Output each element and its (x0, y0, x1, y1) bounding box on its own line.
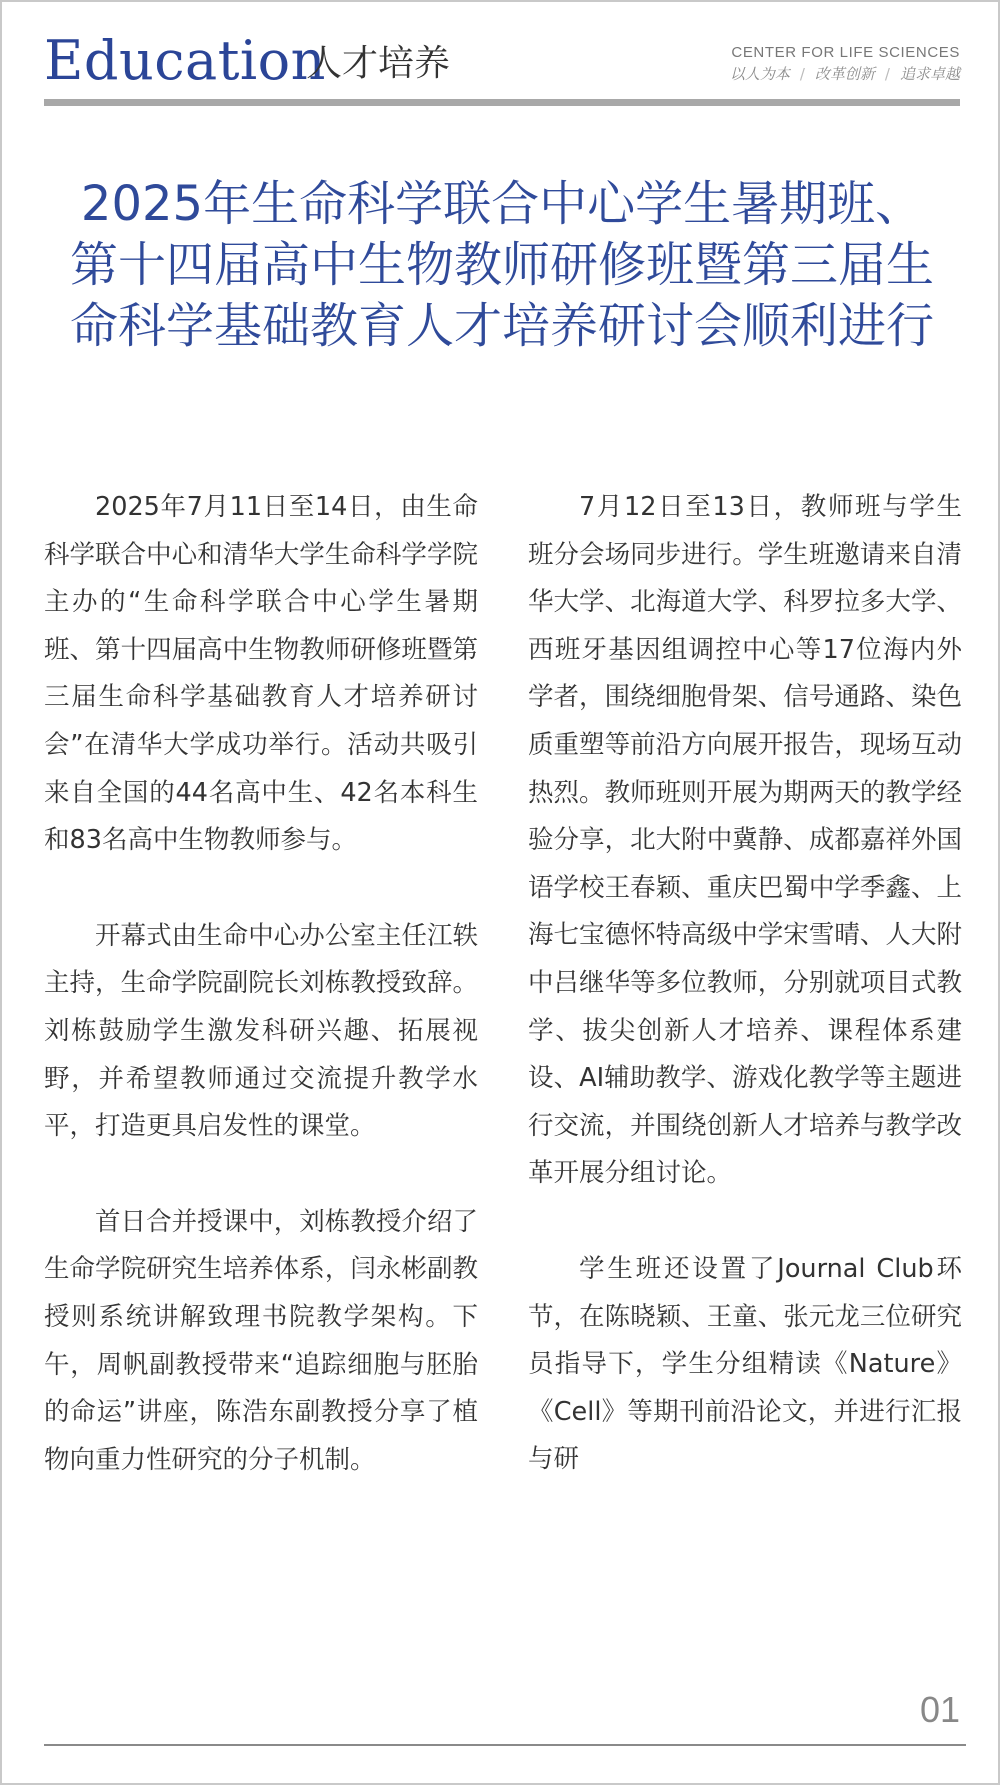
paragraph: 首日合并授课中，刘栋教授介绍了生命学院研究生培养体系，闫永彬副教授则系统讲解致理书院教学架构。下午，周帆副教授带来“追踪细胞与胚胎的命运”讲座，陈浩东副教授分享了植物向重力性研究的分子机制。 (44, 1206, 478, 1475)
footer-divider (44, 1744, 966, 1746)
paragraph: 开幕式由生命中心办公室主任江轶主持，生命学院副院长刘栋教授致辞。刘栋鼓励学生激发科研兴趣、拓展视野，并希望教师通过交流提升教学水平，打造更具启发性的课堂。 (44, 920, 478, 1142)
article-title: 2025年生命科学联合中心学生暑期班、第十四届高中生物教师研修班暨第三届生命科学基础教育人才培养研讨会顺利进行 (69, 176, 934, 354)
motto-1: 以人为本 (729, 65, 790, 83)
section-title-cn: 人才培养 (306, 43, 451, 84)
center-name: CENTER FOR LIFE SCIENCES (731, 44, 960, 61)
paragraph: 2025年7月11日至14日，由生命科学联合中心和清华大学生命科学学院主办的“生命科学联合中心学生暑期班、第十四届高中生物教师研修班暨第三届生命科学基础教育人才培养研讨会”在清华大学成功举行。活动共吸引来自全国的44名高中生、42名本科生和83名高中生物教师参与。 (44, 492, 478, 856)
paragraph: 学生班还设置了Journal Club环节，在陈晓颖、王童、张元龙三位研究员指导下，学生分组精读《Nature》《Cell》等期刊前沿论文，并进行汇报与研 (528, 1253, 962, 1475)
header-divider (44, 99, 960, 106)
page-number: 01 (919, 1689, 960, 1730)
motto-separator: / (884, 65, 890, 83)
motto-line (730, 64, 960, 84)
left-column (44, 484, 478, 1532)
section-title-en: Education (44, 29, 326, 92)
motto-separator: / (799, 65, 805, 83)
section-header (44, 26, 960, 106)
right-column (528, 484, 962, 1532)
paragraph: 7月12日至13日，教师班与学生班分会场同步进行。学生班邀请来自清华大学、北海道大学、科罗拉多大学、西班牙基因组调控中心等17位海内外学者，围绕细胞骨架、信号通路、染色质重塑等前沿方向展开报告，现场互动热烈。教师班则开展为期两天的教学经验分享，北大附中冀静、成都嘉祥外国语学校王春颖、重庆巴蜀中学季鑫、上海七宝德怀特高级中学宋雪晴、人大附中吕继华等多位教师，分别就项目式教学、拔尖创新人才培养、课程体系建设、AI辅助教学、游戏化教学等主题进行交流，并围绕创新人才培养与教学改革开展分组讨论。 (528, 492, 962, 1189)
motto-3: 追求卓越 (899, 65, 960, 83)
motto-2: 改革创新 (814, 65, 875, 83)
